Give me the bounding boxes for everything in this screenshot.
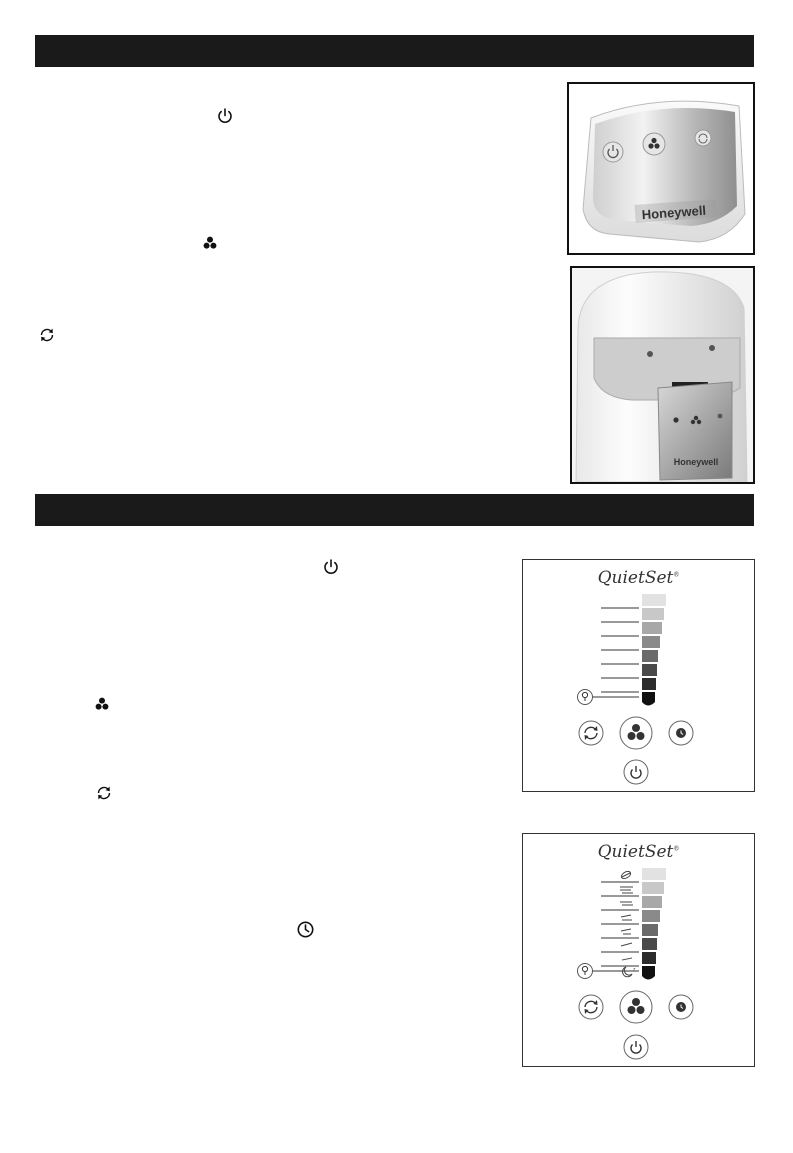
- speed-level-1[interactable]: [642, 594, 666, 606]
- speed-level-1[interactable]: [642, 868, 666, 880]
- speed-level-icons: [620, 870, 636, 977]
- control-panel-illustration: [569, 84, 753, 253]
- power-button[interactable]: [624, 760, 648, 784]
- quietset-logo: QuietSet®: [597, 568, 680, 588]
- power-icon: [322, 558, 340, 576]
- fan-speed-button[interactable]: [620, 717, 652, 749]
- wind-icon: [621, 915, 632, 920]
- oscillate-button[interactable]: [579, 995, 603, 1019]
- fan-top-illustration: [572, 268, 753, 482]
- power-icon: [216, 107, 234, 125]
- light-icon[interactable]: [578, 964, 593, 979]
- speed-level-2[interactable]: [642, 608, 664, 620]
- breeze-icon: [621, 943, 632, 946]
- fan-speed-button[interactable]: [620, 991, 652, 1023]
- timer-button[interactable]: [669, 721, 693, 745]
- section-header-bar-1: [35, 35, 754, 67]
- fan-top-photo: [570, 266, 755, 484]
- brand-logo: Honeywell: [641, 202, 707, 223]
- oscillate-icon: [95, 784, 113, 802]
- sleep-moon-icon: [623, 967, 636, 977]
- wind-icon: [620, 902, 633, 905]
- speed-ladder: [593, 868, 666, 980]
- speed-level-5[interactable]: [642, 650, 658, 662]
- light-icon[interactable]: [578, 690, 593, 705]
- speed-level-4[interactable]: [642, 910, 660, 922]
- quietset-panel-1: [522, 559, 755, 792]
- speed-level-7[interactable]: [642, 678, 656, 690]
- speed-ladder: [593, 594, 666, 706]
- speed-level-5[interactable]: [642, 924, 658, 936]
- speed-level-2[interactable]: [642, 882, 664, 894]
- speed-level-8[interactable]: [642, 966, 655, 980]
- brand-logo-small: Honeywell: [673, 457, 719, 467]
- control-panel-photo: [567, 82, 755, 255]
- breeze-icon: [622, 958, 632, 960]
- oscillate-icon: [38, 326, 56, 344]
- speed-level-6[interactable]: [642, 938, 657, 950]
- speed-level-7[interactable]: [642, 952, 656, 964]
- speed-level-8[interactable]: [642, 692, 655, 706]
- wind-icon: [620, 887, 633, 893]
- timer-icon: [296, 920, 315, 939]
- section-header-bar-2: [35, 494, 754, 526]
- timer-button[interactable]: [669, 995, 693, 1019]
- speed-level-4[interactable]: [642, 636, 660, 648]
- speed-level-3[interactable]: [642, 622, 662, 634]
- speed-level-3[interactable]: [642, 896, 662, 908]
- fan-icon: [95, 697, 109, 711]
- white-noise-icon: [620, 870, 632, 880]
- quietset-logo: QuietSet®: [597, 842, 680, 862]
- speed-level-6[interactable]: [642, 664, 657, 676]
- svg-text:z: z: [633, 967, 636, 973]
- oscillate-button[interactable]: [579, 721, 603, 745]
- power-button[interactable]: [624, 1035, 648, 1059]
- fan-icon: [203, 236, 217, 250]
- quietset-panel-2: [522, 833, 755, 1067]
- wind-icon: [621, 929, 631, 934]
